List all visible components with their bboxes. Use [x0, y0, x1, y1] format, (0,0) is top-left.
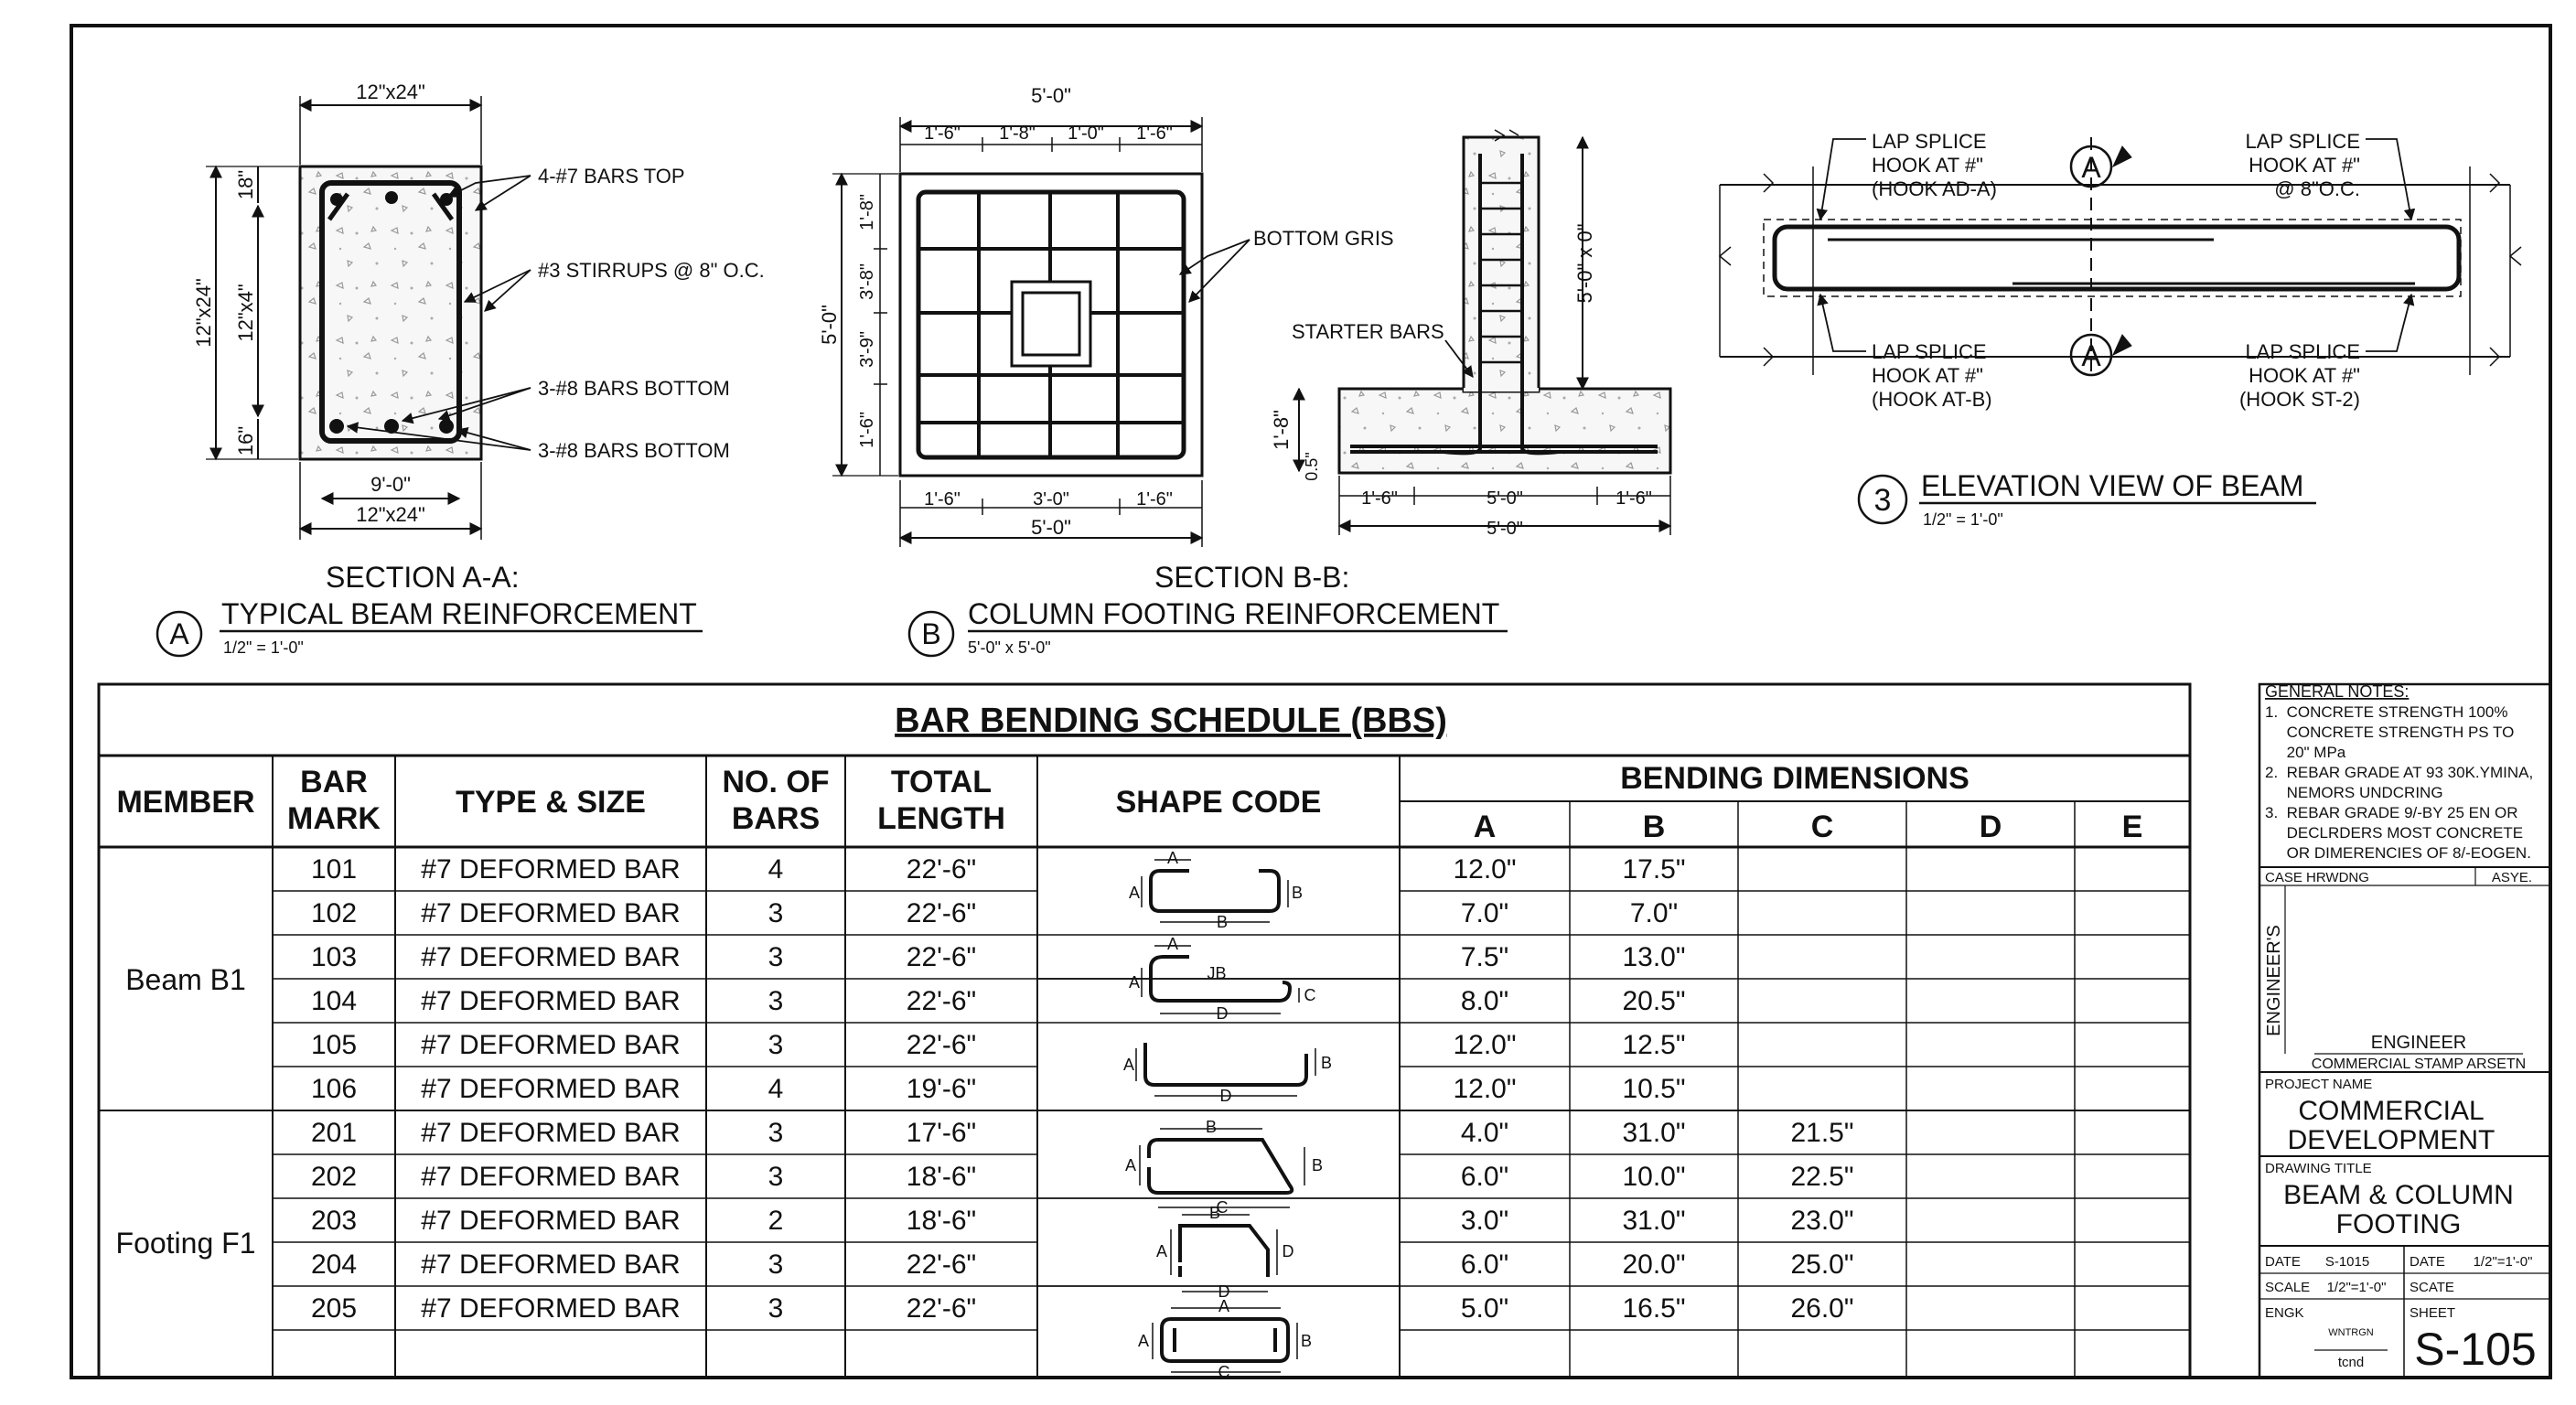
sec-b-bot-seg-1: 1'-6": [924, 489, 961, 509]
bbs-cell-len: 22'-6": [906, 898, 977, 928]
callout-bottom-grid: BOTTOM GRIS: [1253, 227, 1394, 250]
scale-label: SCALE: [2265, 1280, 2311, 1295]
shape-101-label-a: A: [1166, 849, 1179, 867]
stamp-label: COMMERCIAL STAMP ARSETN: [2311, 1056, 2527, 1072]
sec-b-dim-depth: 1'-8": [1270, 410, 1293, 450]
shape-code-labels: [1123, 849, 1332, 1381]
bbs-cell-c: 23.0": [1790, 1206, 1854, 1236]
shape-code-201-202: [1140, 1129, 1304, 1207]
shape-205-label-b: B: [1300, 1332, 1313, 1350]
hdr-no-bars-2: BARS: [731, 801, 821, 836]
bbs-cell-type: #7 DEFORMED BAR: [421, 1293, 681, 1324]
callout-bottom-1: 3-#8 BARS BOTTOM: [538, 377, 730, 400]
shape-201-label-b: B: [1205, 1118, 1218, 1136]
sec-b-top-seg-3: 1'-0": [1068, 123, 1104, 144]
bbs-cell-no: 3: [767, 898, 784, 928]
hdr-bar-mark-1: BAR: [300, 765, 368, 799]
sec-a-dim-left-inner: 12"x4": [234, 284, 257, 342]
bbs-cell-b: 17.5": [1622, 854, 1686, 885]
bbs-cell-mark: 104: [310, 986, 358, 1016]
lap2-line1: LAP SPLICE: [2245, 130, 2360, 153]
callout-starter-bars: STARTER BARS: [1292, 320, 1444, 343]
bbs-cell-len: 22'-6": [906, 1030, 977, 1060]
bbs-cell-a: 6.0": [1460, 1249, 1509, 1280]
shape-105-label-a: A: [1122, 1056, 1135, 1074]
shape-103-label-jb: JB: [1207, 964, 1227, 982]
bbs-cell-len: 18'-6": [906, 1162, 977, 1192]
shape-101-label-b2: B: [1216, 913, 1229, 931]
bbs-cell-mark: 204: [310, 1249, 358, 1280]
project-line-1: COMMERCIAL: [2298, 1096, 2485, 1126]
date-value: S-1015: [2324, 1254, 2370, 1270]
bbs-cell-b: 10.5": [1622, 1074, 1686, 1104]
sec-b-dim-bottom: 5'-0": [1031, 516, 1071, 539]
sec-b-dim-left: 5'-0": [818, 305, 841, 345]
sec-a-title1: SECTION A-A:: [326, 561, 520, 594]
hdr-bending: BENDING DIMENSIONS: [1620, 761, 1970, 796]
shape-203-label-a: A: [1155, 1242, 1168, 1260]
scale-value: 1/2"=1'-0": [2326, 1280, 2387, 1295]
shape-205-label-c: C: [1218, 1363, 1230, 1381]
member-footing-f1: Footing F1: [115, 1227, 256, 1260]
bbs-cell-len: 22'-6": [906, 942, 977, 972]
bbs-cell-c: 21.5": [1790, 1118, 1854, 1148]
bbs-cell-no: 4: [767, 854, 784, 885]
hdr-length-2: LENGTH: [877, 801, 1005, 836]
shape-101-label-a2: A: [1128, 884, 1141, 902]
bbs-cell-type: #7 DEFORMED BAR: [421, 1206, 681, 1236]
shape-203-label-d2: D: [1218, 1282, 1230, 1301]
sec-a-dim-bot-seg: 16": [234, 425, 257, 456]
bbs-cell-b: 31.0": [1622, 1206, 1686, 1236]
date2-label: DATE: [2410, 1254, 2445, 1270]
note-line-6: 3. REBAR GRADE 9/-BY 25 EN OR: [2265, 804, 2518, 821]
sec-b-left-seg-3: 3'-9": [857, 331, 877, 368]
bbs-cell-no: 3: [767, 1030, 784, 1060]
bbs-cell-type: #7 DEFORMED BAR: [421, 986, 681, 1016]
sec-a-dim-top: 12"x24": [356, 80, 425, 103]
shape-105-label-d: D: [1219, 1087, 1232, 1105]
hdr-no-bars-1: NO. OF: [722, 765, 830, 799]
column-elevation: [1464, 137, 1539, 391]
bbs-cell-b: 13.0": [1622, 942, 1686, 972]
bbs-cell-no: 3: [767, 1293, 784, 1324]
lap4-line1: LAP SPLICE: [2245, 340, 2360, 363]
sec-b-left-seg-2: 3'-8": [857, 263, 877, 300]
bbs-cell-a: 3.0": [1460, 1206, 1509, 1236]
bbs-cell-no: 3: [767, 986, 784, 1016]
date2-value: 1/2"=1'-0": [2473, 1254, 2533, 1270]
note-line-1: 1. CONCRETE STRENGTH 100%: [2265, 703, 2508, 721]
lap3-line2: HOOK AT #": [1872, 364, 1983, 387]
bbs-cell-no: 3: [767, 1249, 784, 1280]
note-line-4: 2. REBAR GRADE AT 93 30K.YMINA,: [2265, 764, 2534, 781]
case-value: ASYE.: [2491, 870, 2533, 885]
section-mark-top-label: A: [2081, 151, 2101, 184]
beam-rebar-cage: [1775, 227, 2459, 289]
elevation-view: [1720, 137, 2521, 523]
bbs-cell-mark: 106: [310, 1074, 358, 1104]
hdr-type-size: TYPE & SIZE: [456, 785, 646, 820]
case-label: CASE HRWDNG: [2265, 870, 2369, 885]
bbs-cell-c: 22.5": [1790, 1162, 1854, 1192]
elevation-number: 3: [1873, 483, 1892, 518]
bbs-rows: [311, 854, 1854, 1324]
sec-b-elev-total: 5'-0": [1487, 519, 1523, 539]
note-line-8: OR DIMERENCIES OF 8/-EOGEN.: [2265, 844, 2531, 862]
shape-103-label-a: A: [1166, 935, 1179, 953]
drawing-line-1: BEAM & COLUMN: [2283, 1180, 2514, 1210]
bbs-cell-no: 3: [767, 942, 784, 972]
shape-103-label-c: C: [1304, 986, 1316, 1004]
bbs-cell-c: 25.0": [1790, 1249, 1854, 1280]
callout-stirrups: #3 STIRRUPS @ 8" O.C.: [538, 259, 765, 282]
sec-b-elev-seg-1: 1'-6": [1361, 488, 1398, 509]
bbs-cell-c: 26.0": [1790, 1293, 1854, 1324]
date-label: DATE: [2265, 1254, 2301, 1270]
callout-bottom-2: 3-#8 BARS BOTTOM: [538, 439, 730, 462]
bbs-cell-b: 20.0": [1622, 1249, 1686, 1280]
lap3-line1: LAP SPLICE: [1872, 340, 1987, 363]
shape-code-203-204: [1171, 1215, 1277, 1292]
sec-b-title1: SECTION B-B:: [1154, 561, 1350, 594]
shape-203-label-b: B: [1208, 1204, 1221, 1222]
sec-b-left-seg-1: 1'-8": [857, 194, 877, 231]
hdr-shape-code: SHAPE CODE: [1115, 785, 1322, 820]
bbs-cell-len: 17'-6": [906, 1118, 977, 1148]
engineer-label: ENGINEER: [2370, 1033, 2467, 1053]
sec-b-bot-seg-2: 3'-0": [1033, 489, 1069, 509]
drawing-label: DRAWING TITLE: [2265, 1161, 2372, 1176]
scate-label: SCATE: [2410, 1280, 2454, 1295]
bbs-cell-a: 12.0": [1453, 1074, 1517, 1104]
sec-b-dim-top: 5'-0": [1031, 84, 1071, 107]
callout-top-bars: 4-#7 BARS TOP: [538, 165, 685, 188]
lap1-line1: LAP SPLICE: [1872, 130, 1987, 153]
bbs-cell-len: 18'-6": [906, 1206, 977, 1236]
elevation-text: [1872, 130, 2360, 529]
bbs-cell-b: 20.5": [1622, 986, 1686, 1016]
bbs-cell-type: #7 DEFORMED BAR: [421, 1162, 681, 1192]
engk-value: WNTRGN: [2328, 1327, 2374, 1338]
sec-b-title2: COLUMN FOOTING REINFORCEMENT: [968, 597, 1500, 630]
sec-b-top-seg-2: 1'-8": [999, 123, 1036, 144]
bbs-cell-a: 5.0": [1460, 1293, 1509, 1324]
sec-a-dim-left-outer: 12"x24": [192, 278, 215, 348]
bbs-cell-len: 22'-6": [906, 1293, 977, 1324]
bbs-cell-mark: 201: [310, 1118, 358, 1148]
sheet-number: S-105: [2414, 1324, 2537, 1375]
bbs-cell-a: 7.0": [1460, 898, 1509, 928]
bbs-cell-a: 12.0": [1453, 854, 1517, 885]
bbs-cell-b: 12.5": [1622, 1030, 1686, 1060]
sec-b-left-seg-4: 1'-6": [857, 412, 877, 448]
title-block-text: [2264, 682, 2537, 1375]
lap1-line2: HOOK AT #": [1872, 154, 1983, 177]
lap2-line2: HOOK AT #": [2249, 154, 2360, 177]
bbs-cell-mark: 103: [310, 942, 358, 972]
bbs-cell-len: 22'-6": [906, 1249, 977, 1280]
hdr-dim-c: C: [1810, 810, 1834, 844]
elevation-scale: 1/2" = 1'-0": [1923, 510, 2003, 529]
sec-a-dim-bot-inner: 9'-0": [370, 473, 411, 496]
sec-a-dim-bottom: 12"x24": [356, 503, 425, 526]
sec-a-title2: TYPICAL BEAM REINFORCEMENT: [221, 597, 697, 630]
sec-a-dim-top-seg: 18": [234, 169, 257, 200]
bbs-cell-type: #7 DEFORMED BAR: [421, 854, 681, 885]
bbs-cell-no: 3: [767, 1118, 784, 1148]
sec-b-top-seg-4: 1'-6": [1136, 123, 1173, 144]
lap2-line3: @ 8"O.C.: [2274, 177, 2360, 200]
lap3-line3: (HOOK AT-B): [1872, 388, 1992, 411]
shape-105-label-b: B: [1320, 1054, 1333, 1072]
bbs-cell-len: 22'-6": [906, 986, 977, 1016]
bbs-cell-a: 6.0": [1460, 1162, 1509, 1192]
sec-b-top-seg-1: 1'-6": [924, 123, 961, 144]
hdr-bar-mark-2: MARK: [287, 801, 381, 836]
bbs-cell-mark: 102: [310, 898, 358, 928]
sheet-label: SHEET: [2410, 1305, 2456, 1321]
note-line-3: 20" MPa: [2265, 744, 2346, 761]
project-label: PROJECT NAME: [2265, 1077, 2373, 1092]
beam-outline: [300, 166, 481, 459]
sec-b-dim-col: 5'-0" x 0": [1573, 223, 1596, 304]
engineers-vertical: ENGINEER'S: [2264, 925, 2284, 1036]
sec-b-elev-seg-2: 5'-0": [1487, 488, 1523, 509]
sec-b-dim-cover: 0.5": [1303, 452, 1321, 481]
bbs-cell-mark: 205: [310, 1293, 358, 1324]
shape-205-label-a: A: [1218, 1297, 1230, 1315]
bbs-cell-type: #7 DEFORMED BAR: [421, 942, 681, 972]
notes-title: GENERAL NOTES:: [2265, 682, 2410, 701]
bbs-cell-a: 12.0": [1453, 1030, 1517, 1060]
lap4-line2: HOOK AT #": [2249, 364, 2360, 387]
bbs-cell-mark: 202: [310, 1162, 358, 1192]
member-beam-b1: Beam B1: [125, 963, 246, 996]
lap4-line3: (HOOK ST-2): [2238, 388, 2360, 411]
elevation-title: ELEVATION VIEW OF BEAM: [1921, 469, 2304, 502]
bbs-cell-b: 7.0": [1629, 898, 1679, 928]
shape-103-label-a2: A: [1128, 973, 1141, 992]
shape-201-label-a: A: [1124, 1156, 1137, 1174]
bbs-cell-mark: 101: [310, 854, 358, 885]
bbs-cell-a: 8.0": [1460, 986, 1509, 1016]
hdr-length-1: TOTAL: [890, 765, 993, 799]
engk-value-2: tcnd: [2337, 1355, 2365, 1370]
hdr-dim-d: D: [1979, 810, 2002, 844]
engk-label: ENGK: [2265, 1305, 2304, 1321]
bbs-cell-no: 2: [767, 1206, 784, 1236]
drawing-line-2: FOOTING: [2335, 1209, 2462, 1239]
hdr-dim-b: B: [1642, 810, 1666, 844]
sec-a-letter: A: [169, 617, 189, 650]
shape-201-label-b2: B: [1311, 1156, 1324, 1174]
bbs-cell-type: #7 DEFORMED BAR: [421, 1074, 681, 1104]
bbs-cell-no: 4: [767, 1074, 784, 1104]
bbs-cell-type: #7 DEFORMED BAR: [421, 1030, 681, 1060]
bbs-cell-b: 31.0": [1622, 1118, 1686, 1148]
bbs-cell-mark: 105: [310, 1030, 358, 1060]
bbs-cell-len: 22'-6": [906, 854, 977, 885]
shape-201-label-c: C: [1216, 1198, 1229, 1217]
sec-b-letter: B: [921, 617, 941, 650]
sec-b-elev-seg-3: 1'-6": [1615, 488, 1652, 509]
bbs-cell-type: #7 DEFORMED BAR: [421, 898, 681, 928]
hdr-member: MEMBER: [116, 785, 255, 820]
bbs-cell-b: 10.0": [1622, 1162, 1686, 1192]
sec-b-scale: 5'-0" x 5'-0": [968, 638, 1051, 657]
hdr-dim-e: E: [2121, 810, 2143, 844]
bbs-cell-a: 7.5": [1460, 942, 1509, 972]
note-line-5: NEMORS UNDCRING: [2265, 784, 2443, 801]
bbs-title: BAR BENDING SCHEDULE (BBS): [895, 702, 1447, 740]
note-line-2: CONCRETE STRENGTH PS TO: [2265, 724, 2515, 741]
shape-205-label-a2: A: [1137, 1332, 1150, 1350]
section-mark-bottom-label: A: [2081, 339, 2101, 372]
sec-a-scale: 1/2" = 1'-0": [223, 638, 304, 657]
project-line-2: DEVELOPMENT: [2287, 1125, 2496, 1155]
shape-203-label-d: D: [1282, 1242, 1294, 1260]
bbs-headers: [116, 702, 2142, 844]
bbs-cell-type: #7 DEFORMED BAR: [421, 1249, 681, 1280]
hdr-dim-a: A: [1473, 810, 1497, 844]
bbs-cell-a: 4.0": [1460, 1118, 1509, 1148]
bbs-cell-b: 16.5": [1622, 1293, 1686, 1324]
bbs-cell-type: #7 DEFORMED BAR: [421, 1118, 681, 1148]
bbs-cell-mark: 203: [310, 1206, 358, 1236]
shape-103-label-d: D: [1216, 1004, 1229, 1023]
footing-elevation: [1339, 389, 1670, 473]
note-line-7: DECLRDERS MOST CONCRETE: [2265, 824, 2524, 842]
bbs-cell-no: 3: [767, 1162, 784, 1192]
shape-101-label-b: B: [1291, 884, 1304, 902]
bbs-cell-len: 19'-6": [906, 1074, 977, 1104]
lap1-line3: (HOOK AD-A): [1872, 177, 1997, 200]
sec-b-bot-seg-3: 1'-6": [1136, 489, 1173, 509]
